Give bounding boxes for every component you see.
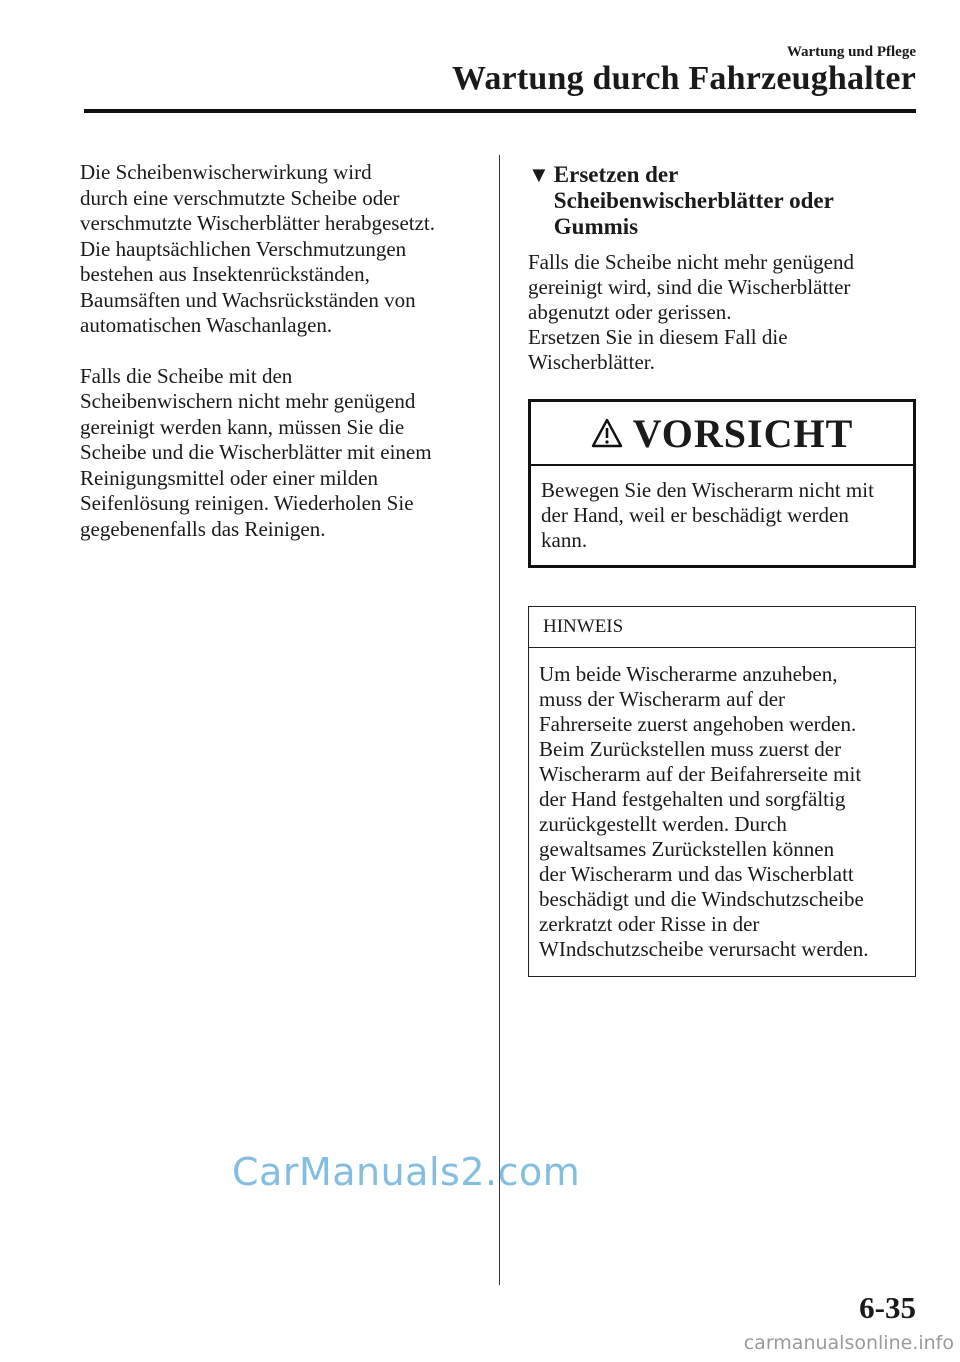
section-heading [528,162,916,240]
triangle-marker-icon: ▼ [528,162,550,187]
note-title: HINWEIS [529,607,915,648]
page-title: Wartung durch Fahrzeughalter [452,60,916,97]
caution-header [531,402,913,466]
note-text: Um beide Wischerarme anzuheben, muss der Wischerarm auf der Fahrerseite zuerst angehoben werden. Beim Zurückstellen muss zuerst der Wischerarm auf der Beifahrerseite mit der Hand festgehalten und sorgfältig zurückgestellt werden. Durch gewaltsames Zurückstellen können der Wischerarm und das Wischerblatt beschädigt und die Windschutzscheibe zerkratzt oder Risse in der WIndschutzscheibe verursacht werden. [539,662,869,961]
caution-title: VORSICHT [632,410,854,456]
warning-triangle-icon [591,418,623,448]
running-header-section: Wartung und Pflege [786,44,916,60]
section-body: Falls die Scheibe nicht mehr genügend gereinigt wird, sind die Wischerblätter abgenutzt oder gerissen. Ersetzen Sie in diesem Fall die Wischerblätter. [528,250,855,374]
paragraph-cleaning: Falls die Scheibe mit den Scheibenwischern nicht mehr genügend gereinigt werden kann, müssen Sie die Scheibe und die Wischerblätter mit einem Reinigungsmittel oder einer milden Seifenlösung reinigen. Wiederholen Sie gegebenenfalls das Reinigen. [80,363,432,541]
left-column [80,160,480,567]
paragraph-wiper-performance: Die Scheibenwischerwirkung wird durch eine verschmutzte Scheibe oder verschmutzte Wischerblätter herabgesetzt. Die hauptsächlichen Verschmutzungen bestehen aus Insektenrückständen, Baumsäften und Wachsrückständen von automatischen Waschanlagen. [80,160,436,337]
caution-box [528,399,916,568]
note-box [528,606,916,977]
caution-text: Bewegen Sie den Wischerarm nicht mit der Hand, weil er beschädigt werden kann. [541,478,874,552]
footer-source-link[interactable]: carmanualsonline.info [743,1332,954,1354]
right-column [528,162,916,977]
section-heading-text: Ersetzen der Scheibenwischerblätter oder Gummis [553,162,834,239]
column-divider [499,155,500,1285]
page-number: 6-35 [859,1290,916,1325]
header-divider [84,109,916,113]
watermark: CarManuals2.com [232,1150,581,1194]
